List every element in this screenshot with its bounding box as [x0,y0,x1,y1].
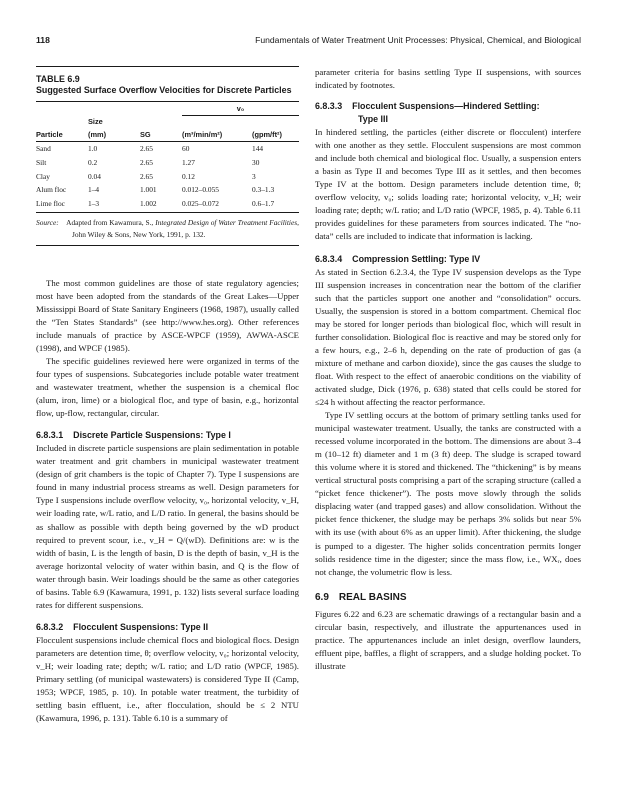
heading-number: 6.8.3.1 [36,430,64,441]
cell-particle: Lime floc [36,198,65,208]
table-row [36,142,299,156]
heading-number: 6.8.3.3 [315,101,343,112]
table-label: TABLE 6.9 [36,74,80,84]
cell-size: 0.2 [88,158,98,167]
heading-number: 6.8.3.4 [315,253,343,264]
section-heading-6-8-3-3 [315,100,581,126]
left-paragraph-4: Flocculent suspensions include chemical flocs and biological flocs. Design parameters are detention time, θ; overflow velocity, v₀; horizontal velocity, v_H; weir loading rate; depth; w/L ratio; and L/D ratio (WPCF, 1985). Primary settling (of municipal wastewaters) is considered Type II (Camp, 1953; WPCF, 1985, p. 10). In potable water treatment, the turbidity of settling basin effluent, i.e., after flocculation, should be ≤ 2 NTU (Kawamura, 1996, p. 131). Table 6.10 is a summary of [36,634,299,724]
particle-header: Particle [36,130,63,140]
size-unit-header: (mm) [88,130,107,140]
section-heading-6-8-3-2 [36,621,299,634]
running-header [36,35,581,49]
cell-size: 1–4 [88,185,100,195]
source-label: Source: [36,218,59,228]
cell-us: 0.6–1.7 [252,198,275,208]
cell-size: 1.0 [88,144,98,154]
right-paragraph-3: Type IV settling occurs at the bottom of primary settling tanks used for municipal wastewater treatment. Usually, the tanks are constructed with a recessed volume incorporated in the bottom. The dimensions are about 3–4 m (10–12 ft) diameter and 1 m (3 ft) deep. The sludge is scraped toward this volume where it is stored and thickened. The “thickening” is by means vertical structural posts comprising a part of the scraping structure (called a “picket fence thickener”). The posts move slowly through the solids displacing water (and trapped gases) and allow consolidation. Without the picket fence thickener, the sludge may be perhaps 3% solids but near 5% with its use (with about 6% as an upper limit). After thickening, the sludge is pumped to a digester. The higher solids concentration permits longer solids residence time in the digester; since the mass flow, i.e., WXᵣ, does not change, the volumetric flow is less. [315,410,581,577]
cell-metric: 0.025–0.072 [182,198,219,208]
cell-particle: Clay [36,171,50,181]
cell-particle: Sand [36,144,51,154]
source-text-end: , John Wiley & Sons, New York, 1991, p. 132. [72,218,299,239]
heading-title-line2: Type III [358,114,388,125]
us-unit-header: (gpm/ft²) [252,130,282,140]
sg-header: SG [140,130,151,140]
cell-size: 0.04 [88,171,101,181]
cell-metric: 1.27 [182,158,195,167]
metric-unit-header: (m³/min/m²) [182,130,223,140]
table-bottom-rule [36,212,299,213]
cell-sg: 2.65 [140,171,153,181]
overflow-velocity-table [36,102,299,211]
table-source [36,217,299,241]
section-heading-6-8-3-1 [36,429,299,442]
cell-metric: 60 [182,144,190,154]
section-heading-6-9 [315,591,581,604]
heading-title: Compression Settling: Type IV [352,253,481,264]
cell-particle: Silt [36,158,47,167]
cell-us: 0.3–1.3 [252,185,275,195]
table-caption: Suggested Surface Overflow Velocities for Discrete Particles [36,85,292,95]
cell-particle: Alum floc [36,185,67,195]
right-paragraph-0: parameter criteria for basins settling Type II suspensions, with sources indicated by footnotes. [315,67,581,91]
right-column [315,66,581,673]
size-header: Size [88,117,103,127]
table-row [36,156,299,170]
source-text: Adapted from Kawamura, S., [66,218,154,228]
right-paragraph-4: Figures 6.22 and 6.23 are schematic drawings of a rectangular basin and a circular basin, respectively, and illustrate the appurtenances used in practice. The appurtenances include an inlet design, overflow launders, effluent pipe, baffles, a flight of scrappers, and a sludge holding pocket. To illustrate [315,608,581,671]
vo-header: v₀ [182,102,299,116]
page-number: 118 [36,35,50,45]
heading-number: 6.9 [315,591,329,603]
source-title: Integrated Design of Water Treatment Facilities [155,218,298,228]
cell-sg: 1.002 [140,198,157,208]
table-top-rule [36,66,299,67]
cell-sg: 1.001 [140,185,157,195]
cell-metric: 0.12 [182,171,195,181]
table-row [36,197,299,211]
cell-size: 1–3 [88,198,100,208]
left-paragraph-3: Included in discrete particle suspensions are plain sedimentation in potable water treatment and grit chambers in municipal wastewater treatment (design of grit chambers is the topic of Chapter 7). Type I suspensions are found in many industrial process streams as well. Design parameters for Type I suspensions include overflow velocity, v₀, horizontal velocity, v_H, weir loading rate, w/L ratio, and L/D ratio. In general, the basins should be as shallow as possible with depth being governed by the wD product required to prevent scour, i.e., v_H = Q/(wD). Definitions are: w is the width of basin, L is the length of basin, D is the depth of basin, v_H is the average horizontal velocity of water within basin, and Q is the flow of water through basin. Weir loadings should be the same as other categories of basins. Table 6.9 (Kawamura, 1991, p. 132) lists several surface loading rates for different suspensions. [36,443,299,610]
cell-us: 144 [252,144,264,154]
section-heading-6-8-3-4 [315,253,581,266]
left-column [36,66,299,725]
cell-sg: 2.65 [140,158,153,167]
cell-metric: 0.012–0.055 [182,185,219,195]
running-title: Fundamentals of Water Treatment Unit Processes: Physical, Chemical, and Biological [255,35,581,45]
heading-title: Flocculent Suspensions—Hindered Settling: [352,101,540,112]
table-row [36,169,299,183]
cell-us: 3 [252,171,256,181]
right-paragraph-1: In hindered settling, the particles (either discrete or flocculent) interfere with one another as they settle. Flocculent suspensions are most common and include both chemical and biological floc. Usually, a suspension enters a basin as Type II and becomes Type III as it settles, and then becomes Type IV at the bottom. Design parameters include detention time, θ; overflow velocity, v₀; solids loading rate; horizontal velocity, v_H; weir loading rate; depth; w/L ratio; and L/D ratio (WPCF, 1985, p. 4). Table 6.11 provides guidelines for these parameters from sources indicated. The “no-data” cells are included to indicate that information is lacking. [315,127,581,242]
left-paragraph-1: The most common guidelines are those of state regulatory agencies; most have been adopted from the standards of the Great Lakes—Upper Mississippi Board of State Sanitary Engineers (1968, 1987), usually called the “Ten States Standards” (see http://www.hes.org). Other references include manuals of practice by ASCE-WPCF (1959), AWWA-ASCE (1998), and WPCF (1985). [36,277,299,353]
left-paragraph-2: The specific guidelines reviewed here were organized in terms of the four types of suspensions. Subcategories include potable water treatment and wastewater treatment, whether the suspension is a chemical floc (alum, iron, lime) or a biological floc, and type of basin, e.g., horizontal flow, up-flow, rectangular, circular. [36,355,299,419]
heading-title: Flocculent Suspensions: Type II [73,621,209,632]
heading-number: 6.8.3.2 [36,621,64,632]
heading-title: Discrete Particle Suspensions: Type I [73,430,231,441]
cell-us: 30 [252,158,260,167]
table-row [36,183,299,197]
cell-sg: 2.65 [140,144,153,154]
heading-title: REAL BASINS [338,591,407,603]
right-paragraph-2: As stated in Section 6.2.3.4, the Type IV suspension develops as the Type III suspension increases in concentration near the bottom of the clarifier such that the particles support one another and “consolidation” occurs. Usually, the suspension is stored in a bottom compartment. Chemical floc may be stored for longer periods than biological floc, which will result in further consolidation. Biological floc is reactive and may be stored only for a few hours, e.g., 2–6 h, depending on the rate of production of gas (a mixture of methane and carbon dioxide), since the gas causes the sludge to float. With respect to the effect of anaerobic conditions on the viability of activated sludge, Dick (1976, p. 638) stated that cells could be stored for ≤24 h without affecting the reactor performance. [315,266,581,407]
